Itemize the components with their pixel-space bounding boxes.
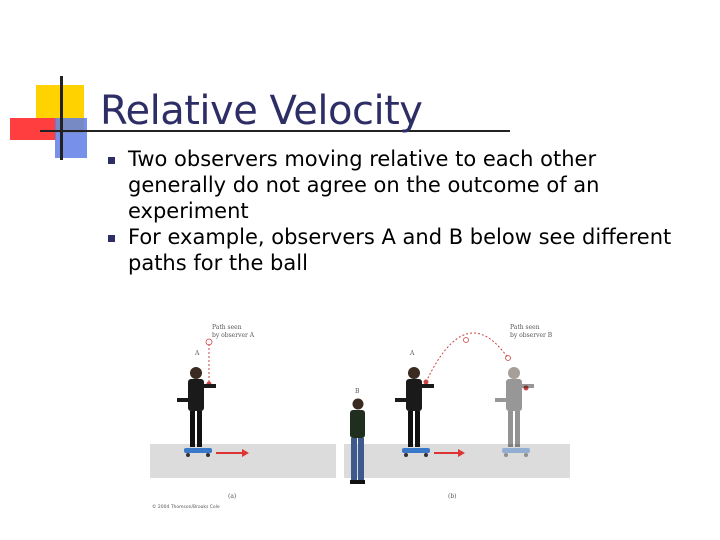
- caption-b: (b): [448, 493, 457, 500]
- observer-b-label: B: [355, 388, 360, 395]
- ball-icon: [506, 356, 511, 361]
- parabolic-ball-path: [426, 333, 508, 382]
- bullet-text: For example, observers A and B below see different paths for the ball: [128, 225, 672, 275]
- bullet-square-icon: [108, 157, 115, 164]
- bullet-item: [108, 146, 698, 224]
- caption-a: (a): [228, 493, 237, 500]
- ball-icon: [424, 380, 429, 385]
- relative-velocity-figure: [148, 318, 572, 510]
- copyright-text: © 2004 Thomson/Brooks Cole: [152, 505, 220, 510]
- ball-icon: [464, 338, 469, 343]
- person-a-ghost-icon: [495, 367, 534, 457]
- floor-panel-b: [344, 444, 570, 478]
- bullet-square-icon: [108, 235, 115, 242]
- floor-panel-a: [150, 444, 336, 478]
- title-ornament-red: [10, 118, 56, 140]
- path-label-b-line2: by observer B: [510, 332, 553, 339]
- title-ornament-vertical-line: [60, 76, 63, 160]
- bullet-list: [108, 146, 698, 276]
- person-a-skateboard-icon: [395, 367, 434, 457]
- observer-a-label-b: A: [410, 350, 415, 357]
- path-label-b-line1: Path seen: [510, 324, 540, 331]
- slide-title: Relative Velocity: [100, 88, 423, 134]
- path-label-a-line1: Path seen: [212, 324, 242, 331]
- observer-a-label: A: [195, 350, 200, 357]
- bullet-text: Two observers moving relative to each other generally do not agree on the outcome of an experiment: [128, 147, 600, 223]
- bullet-item: [108, 224, 698, 276]
- path-label-a-line2: by observer A: [212, 332, 255, 339]
- person-a-skateboard-icon: [177, 367, 216, 457]
